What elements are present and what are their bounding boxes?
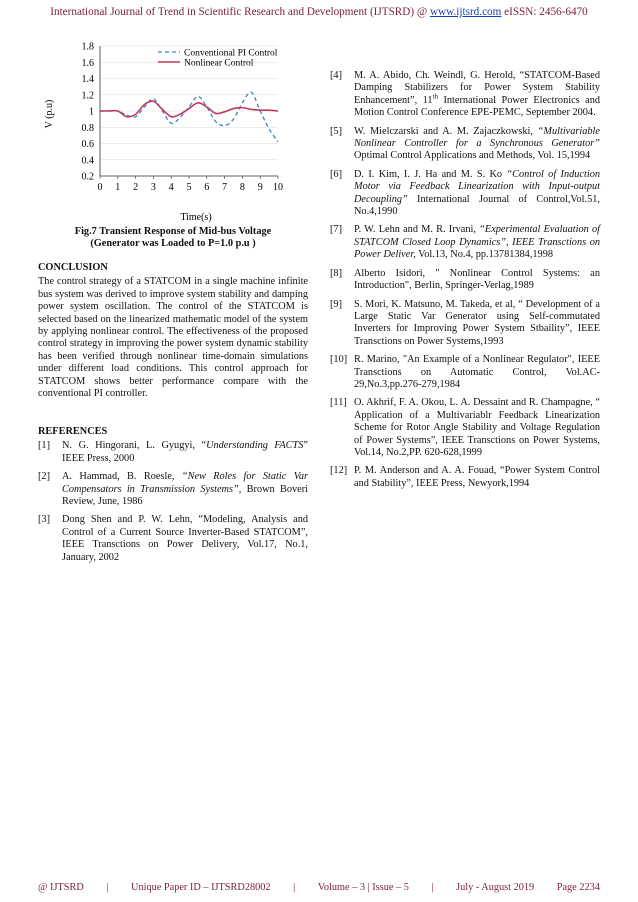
y-tick-label: 1.4 — [81, 74, 94, 85]
reference-item — [38, 514, 308, 564]
figure-caption — [38, 226, 308, 251]
reference-text: O. Akhrif, F. A. Okou, L. A. Dessaint and R. Champagne, “ Application of a Multivariablr Feedback Linearization Scheme for Rotor Angle Stability and Voltage Regulation of Power Systems”, IEEE Transctions on Power Systems, Vol.14, No.2,PP. 620-628,1999 — [354, 397, 600, 458]
reference-number: [2] — [38, 471, 51, 483]
reference-number: [6] — [330, 168, 343, 180]
reference-text: Dong Shen and P. W. Lehn, “Modeling, Analysis and Control of a Current Source Inverter-Based STATCOM”, IEEE Transctions on Power Delivery, Vol.17, No.1, January, 2002 — [62, 514, 308, 563]
references-section-left — [38, 426, 308, 570]
figure-caption-line1: Fig.7 Transient Response of Mid-bus Voltage — [74, 226, 272, 237]
reference-item — [38, 471, 308, 508]
reference-item — [330, 224, 600, 261]
footer-separator: | — [431, 882, 434, 893]
legend-label: Conventional PI Control — [184, 48, 278, 59]
footer-separator: | — [293, 882, 296, 893]
conclusion-heading: CONCLUSION — [38, 262, 108, 273]
x-tick-label: 8 — [239, 182, 245, 193]
references-heading: REFERENCES — [38, 426, 108, 437]
running-footer — [38, 882, 600, 893]
reference-item — [330, 354, 600, 391]
reference-number: [9] — [330, 298, 343, 310]
reference-item — [330, 126, 600, 163]
reference-item — [330, 169, 600, 219]
footer-volume-issue: Volume – 3 | Issue – 5 — [317, 882, 409, 893]
x-axis-label: Time(s) — [180, 212, 212, 223]
x-tick-label: 4 — [168, 182, 174, 193]
y-tick-label: 0.8 — [81, 122, 94, 134]
reference-number: [4] — [330, 70, 343, 81]
footer-date: July - August 2019 — [456, 882, 535, 893]
running-header — [0, 6, 638, 18]
reference-item — [330, 299, 600, 349]
reference-number: [8] — [330, 267, 343, 279]
y-tick-label: 0.6 — [81, 139, 94, 150]
x-tick-label: 10 — [273, 182, 283, 193]
x-tick-label: 5 — [186, 182, 192, 193]
y-tick-label: 1 — [89, 106, 94, 118]
reference-item — [330, 70, 600, 120]
reference-item — [330, 397, 600, 459]
reference-text: P. M. Anderson and A. A. Fouad, “Power System Control and Stability”, IEEE Press, Newyork,1994 — [354, 465, 600, 489]
header-website-link[interactable]: www.ijtsrd.com — [429, 6, 502, 18]
conclusion-body: The control strategy of a STATCOM in a single machine infinite bus system was derived to improve system stability and damping power system oscillation. The control of the STATCOM is selected based on the linearized mathematic model of the system by applying nonlinear control. The effectiveness of the proposed control strategy in improving the power system dynamic stability has been verified through nonlinear time-domain simulations under different load conditions. This control approach for STATCOM shows better performance compare with the conventional PI controller. — [38, 276, 308, 400]
reference-text: Alberto Isidori, " Nonlinear Control Systems: an Introduction", Berlin, Springer-Verlag,1989 — [354, 267, 600, 292]
y-tick-label: 1.6 — [81, 57, 94, 69]
reference-item — [38, 440, 308, 465]
reference-number: [5] — [330, 125, 343, 137]
reference-text: R. Marino, "An Example of a Nonlinear Regulator", IEEE Transctions on Automatic Control, Vol.AC-29,No.3,pp.276-279,1984 — [354, 354, 600, 390]
header-issn: eISSN: 2456-6470 — [501, 6, 588, 18]
reference-number: [12] — [330, 465, 348, 477]
reference-number: [3] — [38, 514, 51, 526]
x-tick-label: 0 — [97, 182, 103, 193]
reference-text: P. W. Lehn and M. R. Irvani, “Experimental Evaluation of STATCOM Closed Loop Dynamics”, IEEE Transctions on Power Deliver, Vol.13, No.4, pp.13781384,1998 — [354, 224, 600, 261]
reference-text: S. Mori, K. Matsuno, M. Takeda, et al, “ Development of a Large Static Var Generator using Self-commutated Inverters for Improving Power System Stbaility”, IEEE Transctions on Power Systems,1993 — [354, 298, 600, 347]
reference-number: [7] — [330, 224, 343, 236]
x-tick-label: 6 — [204, 182, 210, 193]
reference-text: M. A. Abido, Ch. Weindl, G. Herold, “STATCOM-Based Damping Stabilizers for Power System Stability Enhancement”, 11th International Power Electronics and Motion Control Conference EPE-PEMC, September 2004. — [354, 70, 600, 119]
figure-caption-line2: (Generator was Loaded to P=1.0 p.u ) — [90, 238, 256, 250]
series-line-nonlinear — [100, 101, 278, 117]
references-section-right — [330, 70, 600, 496]
y-tick-label: 1.2 — [81, 90, 94, 102]
reference-text: A. Hammad, B. Roesle, “New Roles for Static Var Compensators in Transmission Systems”, Brown Boveri Review, June, 1986 — [62, 471, 309, 508]
reference-item — [330, 465, 600, 490]
header-journal-text: International Journal of Trend in Scientific Research and Development (IJTSRD) @ — [50, 6, 430, 18]
x-tick-label: 9 — [257, 182, 263, 193]
legend-label: Nonlinear Control — [184, 58, 254, 69]
footer-paper-id: Unique Paper ID – IJTSRD28002 — [131, 882, 271, 893]
voltage-response-chart — [38, 36, 308, 226]
reference-number: [10] — [330, 354, 348, 366]
reference-number: [1] — [38, 440, 51, 452]
reference-text: N. G. Hingorani, L. Gyugyi, “Understanding FACTS” IEEE Press, 2000 — [62, 440, 308, 464]
y-axis-label: V (p.u) — [44, 99, 55, 129]
y-tick-label: 1.8 — [81, 41, 94, 53]
x-tick-label: 2 — [133, 182, 139, 193]
x-tick-label: 7 — [222, 182, 228, 193]
footer-publisher: @ IJTSRD — [38, 882, 84, 893]
x-tick-label: 1 — [115, 182, 121, 193]
footer-separator: | — [106, 882, 109, 893]
reference-text: D. I. Kim, I. J. Ha and M. S. Ko “Control of Induction Motor via Feedback Linearization with Input-output Decoupling” International Journal of Control,Vol.51, No.4,1990 — [354, 168, 600, 218]
y-tick-label: 0.2 — [81, 171, 94, 183]
y-tick-label: 0.4 — [81, 155, 94, 167]
reference-number: [11] — [330, 397, 347, 409]
x-tick-label: 3 — [150, 182, 156, 193]
reference-text: W. Mielczarski and A. M. Zajaczkowski, “Multivariable Nonlinear Controller for a Synchronous Generator” Optimal Control Applications and Methods, Vol. 15,1994 — [354, 125, 600, 162]
reference-item — [330, 268, 600, 293]
conclusion-section — [38, 262, 308, 400]
footer-page-number: Page 2234 — [556, 882, 600, 893]
